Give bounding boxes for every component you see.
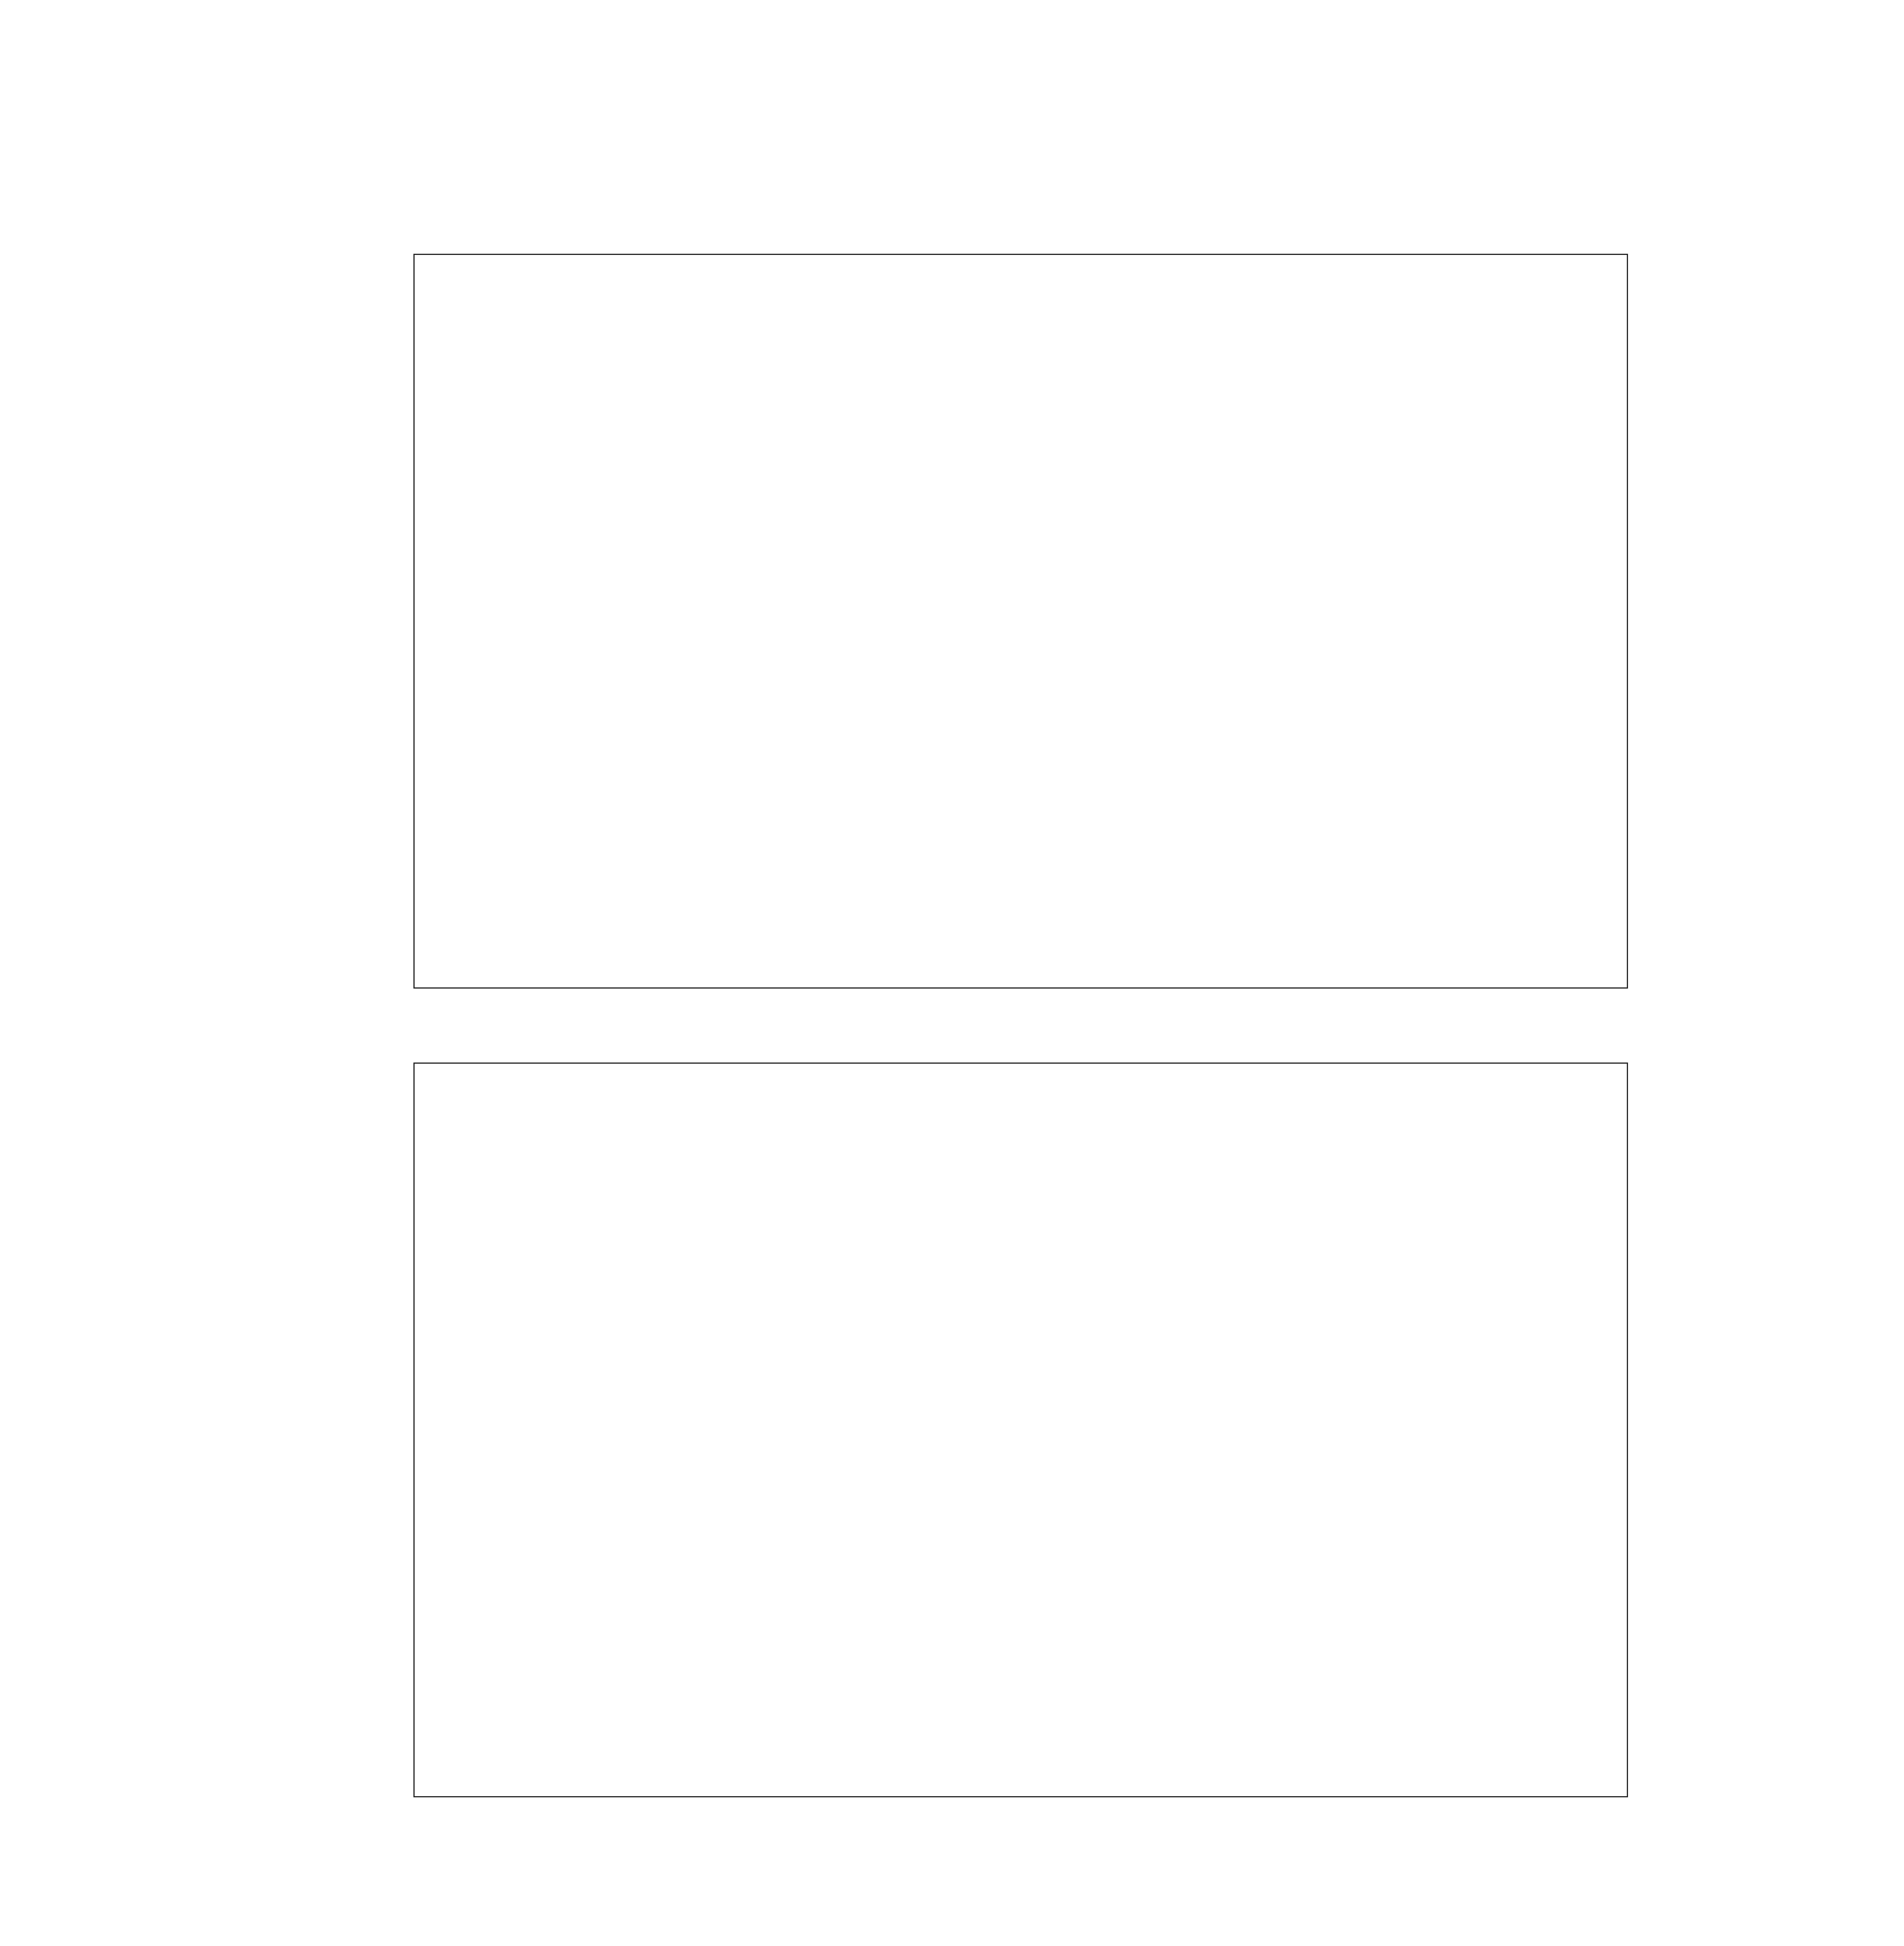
bottom-sheet xyxy=(413,1063,1628,1797)
top-sheet xyxy=(413,254,1628,989)
